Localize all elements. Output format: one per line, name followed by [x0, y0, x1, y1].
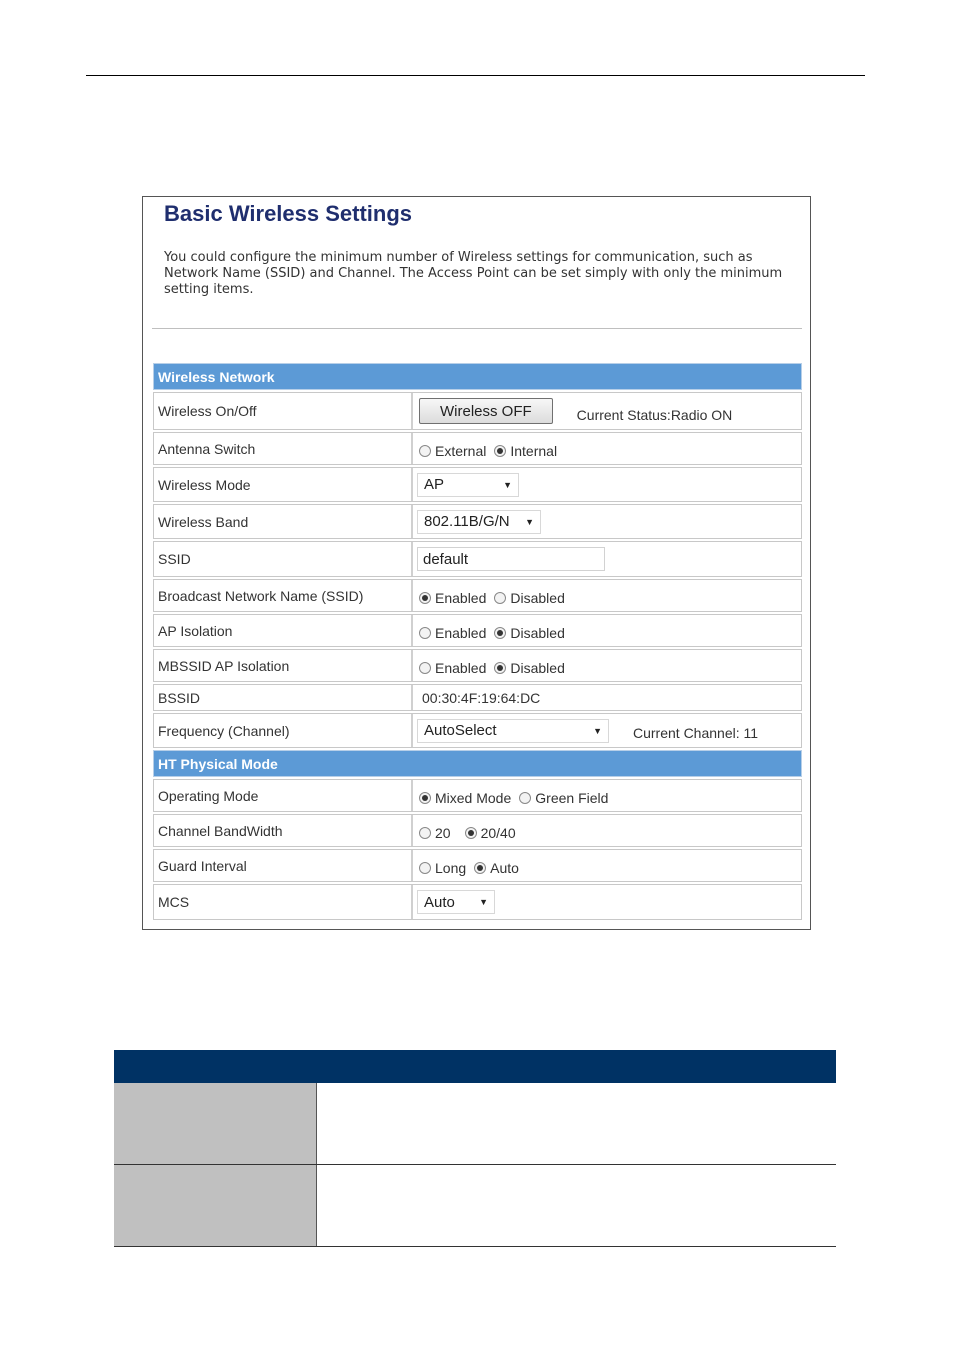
radio-option-guard-auto[interactable]: [474, 860, 519, 876]
mcs-select[interactable]: [417, 890, 495, 914]
radio-broadcast-disabled[interactable]: [494, 592, 506, 604]
radio-option-broadcast-enabled[interactable]: [419, 590, 486, 606]
row-wireless-mode: [153, 467, 802, 502]
radio-label-guard-long: Long: [435, 859, 467, 876]
radio-option-external[interactable]: [419, 443, 486, 459]
row-ap-isolation: [153, 614, 802, 647]
description-table-header: [114, 1050, 836, 1083]
radio-label-internal: Internal: [510, 442, 558, 459]
label-wireless-band: Wireless Band: [154, 505, 413, 538]
label-ap-isolation: AP Isolation: [154, 615, 413, 646]
chevron-down-icon: ▼: [525, 516, 534, 527]
radio-option-bw-20[interactable]: [419, 825, 451, 841]
value-operating-mode: [413, 780, 801, 811]
value-mbssid-isolation: [413, 650, 801, 681]
radio-broadcast-enabled[interactable]: [419, 592, 431, 604]
value-frequency: [413, 714, 801, 747]
ssid-input[interactable]: [417, 547, 605, 571]
divider: [152, 328, 802, 329]
radio-mbssid-enabled[interactable]: [419, 662, 431, 674]
radio-option-mbssid-enabled[interactable]: [419, 660, 486, 676]
page-description: You could configure the minimum number of Wireless settings for communication, such as Network Name (SSID) and Channel. The Access Point can be set simply with only the minimum setting items.: [164, 250, 783, 297]
value-wireless-mode: [413, 468, 801, 501]
row-wireless-onoff: [153, 392, 802, 430]
radio-option-broadcast-disabled[interactable]: [494, 590, 564, 606]
mcs-selected: Auto: [424, 893, 455, 911]
chevron-down-icon: ▼: [593, 725, 602, 736]
radio-option-ap-isolation-enabled[interactable]: [419, 625, 486, 641]
label-operating-mode: Operating Mode: [154, 780, 413, 811]
section-header-ht-physical-mode: HT Physical Mode: [153, 750, 802, 777]
page-header-rule: [86, 75, 865, 76]
radio-label-mbssid-enabled: Enabled: [435, 659, 487, 676]
radio-option-ap-isolation-disabled[interactable]: [494, 625, 564, 641]
row-mcs: [153, 884, 802, 920]
label-mcs: MCS: [154, 885, 413, 919]
label-wireless-mode: Wireless Mode: [154, 468, 413, 501]
basic-wireless-settings-panel: [142, 196, 811, 930]
row-frequency: [153, 713, 802, 748]
label-ssid: SSID: [154, 542, 413, 576]
frequency-selected: AutoSelect: [424, 722, 497, 739]
chevron-down-icon: ▼: [503, 479, 512, 490]
radio-bw-20[interactable]: [419, 827, 431, 839]
radio-external[interactable]: [419, 445, 431, 457]
table-row: [114, 1083, 836, 1165]
value-wireless-onoff: [413, 393, 801, 429]
wireless-band-select[interactable]: [417, 510, 541, 534]
radio-option-green-field[interactable]: [519, 790, 608, 806]
radio-green-field[interactable]: [519, 792, 531, 804]
radio-label-green-field: Green Field: [535, 789, 609, 806]
value-mcs: [413, 885, 801, 919]
radio-label-bw-20: 20: [435, 824, 451, 841]
value-broadcast-ssid: [413, 580, 801, 611]
description-cell: [317, 1083, 837, 1165]
row-mbssid-isolation: [153, 649, 802, 682]
radio-bw-2040[interactable]: [465, 827, 477, 839]
radio-ap-isolation-enabled[interactable]: [419, 627, 431, 639]
label-broadcast-ssid: Broadcast Network Name (SSID): [154, 580, 413, 611]
row-channel-bandwidth: [153, 814, 802, 847]
wireless-mode-select[interactable]: [417, 473, 519, 497]
label-antenna-switch: Antenna Switch: [154, 433, 413, 464]
radio-label-external: External: [435, 442, 487, 459]
row-broadcast-ssid: [153, 579, 802, 612]
radio-option-guard-long[interactable]: [419, 860, 466, 876]
radio-guard-auto[interactable]: [474, 862, 486, 874]
radio-label-ap-isolation-disabled: Disabled: [510, 624, 565, 641]
label-mbssid-isolation: MBSSID AP Isolation: [154, 650, 413, 681]
wireless-mode-selected: AP: [424, 476, 445, 493]
current-channel-text: Current Channel: 11: [633, 724, 759, 741]
value-ssid: [413, 542, 801, 576]
value-antenna-switch: [413, 433, 801, 464]
section-header-wireless-network: Wireless Network: [153, 363, 802, 390]
object-cell: [114, 1165, 317, 1247]
description-cell: [317, 1165, 837, 1247]
wireless-off-button[interactable]: Wireless OFF: [419, 398, 553, 424]
radio-label-guard-auto: Auto: [490, 859, 519, 876]
header-cell-object: [114, 1050, 317, 1083]
row-antenna-switch: [153, 432, 802, 465]
radio-internal[interactable]: [494, 445, 506, 457]
label-wireless-onoff: Wireless On/Off: [154, 393, 413, 429]
radio-label-broadcast-enabled: Enabled: [435, 589, 487, 606]
wireless-band-selected: 802.11B/G/N: [424, 513, 510, 530]
radio-status-text: Current Status:Radio ON: [576, 407, 733, 423]
row-wireless-band: [153, 504, 802, 539]
radio-label-bw-2040: 20/40: [480, 824, 516, 841]
row-ssid: [153, 541, 802, 577]
radio-label-ap-isolation-enabled: Enabled: [435, 624, 487, 641]
value-channel-bandwidth: [413, 815, 801, 846]
description-table: [114, 1050, 836, 1247]
radio-label-mbssid-disabled: Disabled: [510, 659, 565, 676]
frequency-select[interactable]: [417, 719, 609, 743]
value-wireless-band: [413, 505, 801, 538]
bssid-value: 00:30:4F:19:64:DC: [422, 689, 541, 706]
settings-table: [153, 363, 802, 920]
value-ap-isolation: [413, 615, 801, 646]
value-guard-interval: [413, 850, 801, 881]
radio-option-internal[interactable]: [494, 443, 557, 459]
page-title: Basic Wireless Settings: [164, 201, 413, 226]
radio-option-mixed-mode[interactable]: [419, 790, 511, 806]
object-cell: [114, 1083, 317, 1165]
row-operating-mode: [153, 779, 802, 812]
radio-mbssid-disabled[interactable]: [494, 662, 506, 674]
radio-option-bw-2040[interactable]: [465, 825, 516, 841]
chevron-down-icon: ▼: [479, 897, 488, 907]
label-bssid: BSSID: [154, 685, 413, 710]
label-channel-bandwidth: Channel BandWidth: [154, 815, 413, 846]
radio-label-mixed-mode: Mixed Mode: [435, 789, 512, 806]
radio-ap-isolation-disabled[interactable]: [494, 627, 506, 639]
radio-mixed-mode[interactable]: [419, 792, 431, 804]
radio-option-mbssid-disabled[interactable]: [494, 660, 564, 676]
label-guard-interval: Guard Interval: [154, 850, 413, 881]
label-frequency: Frequency (Channel): [154, 714, 413, 747]
table-row: [114, 1165, 836, 1247]
row-bssid: [153, 684, 802, 711]
row-guard-interval: [153, 849, 802, 882]
radio-guard-long[interactable]: [419, 862, 431, 874]
header-cell-description: [317, 1050, 837, 1083]
radio-label-broadcast-disabled: Disabled: [510, 589, 565, 606]
